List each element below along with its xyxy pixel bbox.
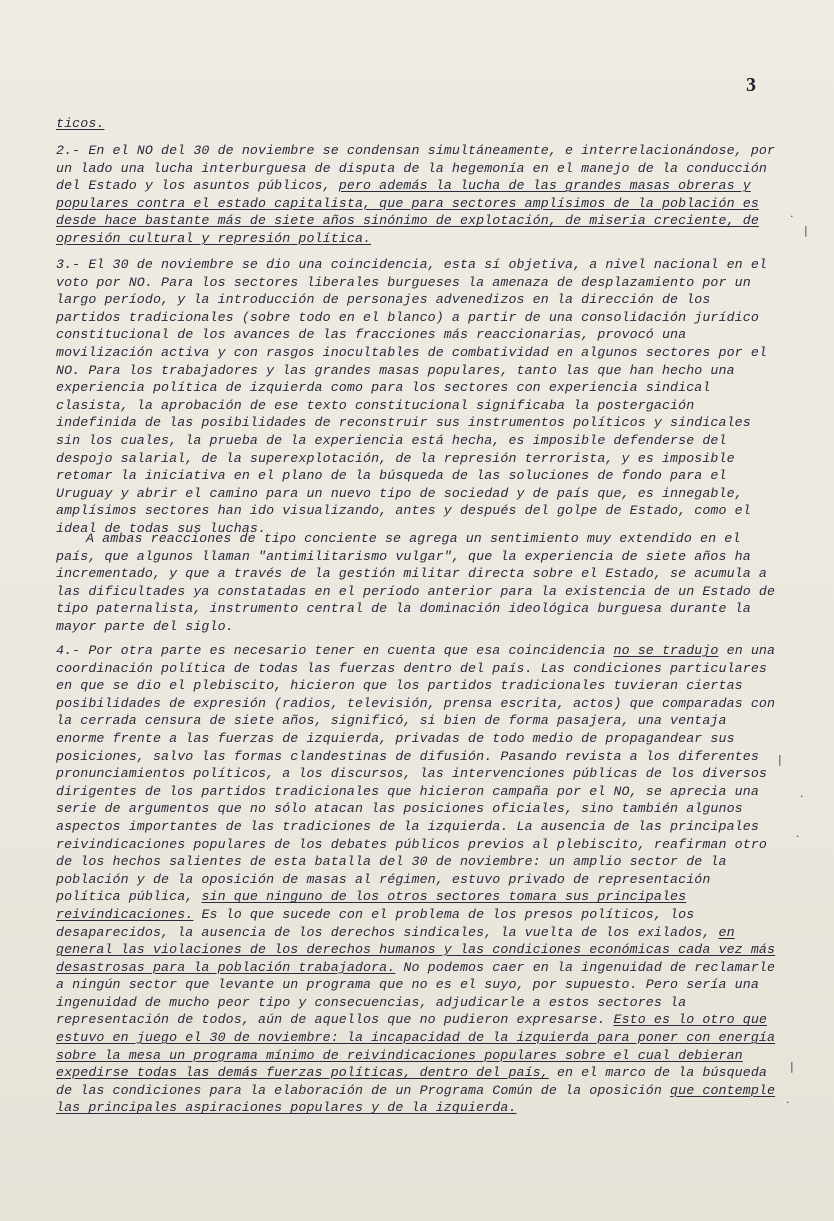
margin-tick-mark: · (800, 790, 804, 803)
p4-h: Esto es lo otro que estuvo en juego el 30 de noviembre: la incapacidad de la izquierda para poner con energía sobre la mesa un programa mínimo de reivindicaciones populares sobre el cual debieran expedirse todas las demás fuerzas políticas, dentro del país, (56, 1012, 776, 1081)
margin-tick-mark: | (804, 224, 808, 237)
p4-j: que contemple las principales aspiraciones populares y de la izquierda. (56, 1082, 776, 1116)
p4-c: en una coordinación política de todas las fuerzas dentro del país. Las condiciones particulares en que se dio el plebiscito, hicieron que los partidos tradicionales tuvieran ciertas posibilidades de expresión (radios, televisión, prensa escrita, actos) que comparadas con la cerrada censura de siete años, significó, si bien de forma pasajera, una ventaja enorme frente a las fuerzas de izquierda, privadas de todo medio de propagandear sus posiciones, salvo las formas clandestinas de difusión. Pasando revista a los diferentes pronunciamientos políticos, a los discursos, las intervenciones públicas de los diversos dirigentes de los partidos tradicionales que hicieron campaña por el NO, se aprecia una serie de argumentos que no sólo atacan las posiciones oficiales, sino también algunos aspectos importantes de las tradiciones de la izquierda. La ausencia de las principales reivindicaciones populares de los debates públicos previos al plebiscito, reafirman otro de los hechos salientes de esta batalla del 30 de noviembre: un amplio sector de la población y de la oposición de masas al régimen, estuvo privado de representación política pública, (56, 643, 776, 905)
page-number: 3 (746, 74, 756, 96)
heading-text: ticos. (56, 116, 105, 131)
p4-e: Es lo que sucede con el problema de los presos políticos, los desaparecidos, la ausencia de los derechos sindicales, la vuelta de los exilados, (56, 906, 719, 940)
continuation-heading (56, 115, 778, 133)
p4-d: sin que ninguno de los otros sectores tomara sus principales reivindicaciones. (56, 889, 687, 922)
paragraph-3 (56, 256, 778, 538)
p4-g: No podemos caer en la ingenuidad de reclamarle a ningún sector que levante un programa que no es el suyo, por supuesto. Pero sería una ingenuidad de mucho peor tipo y consecuencias, adjudicarle a estos sectores la representación de todos, aún de aquellos que no pudieron expresarse. (56, 959, 776, 1028)
paragraph-3-text: 3.- El 30 de noviembre se dio una coincidencia, esta sí objetiva, a nivel nacional en el voto por NO. Para los sectores liberales burgueses la amenaza de desplazamiento por un largo período, y la introducción de personajes advenedizos en la dirección de los partidos tradicionales (sobre todo en el blanco) a partir de una consolidación jurídico constitucional de los avances de las fracciones más reaccionarias, provocó una movilización activa y con rasgos inocultables de combatividad en algunos sectores por el NO. Para los trabajadores y las grandes masas populares, tanto las que han hecho una experiencia política de izquierda como para los sectores con experiencia sindical clasista, la aprobación de ese texto constitucional significaba la postergación indefinida de las posibilidades de reconstruir sus instrumentos políticos y sindicales sin los cuales, la prueba de la experiencia está hecha, es imposible defenderse del despojo salarial, de la superexplotación, de la represión terrorista, y es imposible retomar la iniciativa en el plano de la búsqueda de las soluciones de fondo para el Uruguay y abrir el camino para un nuevo tipo de sociedad y de país que, es innegable, amplísimos sectores han ido visualizando, antes y después del golpe de Estado, como el ideal de todas sus luchas. (56, 257, 767, 536)
p4-f: en general las violaciones de los derechos humanos y las condiciones económicas cada vez más desastrosas para la población trabajadora. (56, 924, 776, 975)
p4-i: en el marco de la búsqueda de las condiciones para la elaboración de un Programa Común de la oposición (56, 1065, 768, 1098)
paragraph-2-text-a: 2.- En el NO del 30 de noviembre se condensan simultáneamente, e interrelacionándose, por un lado una lucha interburguesa de disputa de la hegemonía en el manejo de la conducción del Estado y los asuntos públicos, (56, 143, 776, 194)
paragraph-3b-text: A ambas reacciones de tipo conciente se agrega un sentimiento muy extendido en el país, que algunos llaman "antimilitarismo vulgar", que la experiencia de siete años ha incrementado, y que a través de la gestión militar directa sobre el Estado, se acumula a las dificultades ya constatadas en el período anterior para la existencia de un Estado de tipo paternalista, instrumento central de la dominación ideológica burguesa durante la mayor parte del siglo. (56, 531, 776, 634)
p4-a: 4.- Por otra parte es necesario tener en cuenta que esa coincidencia (56, 643, 614, 658)
margin-tick-mark: · (786, 1096, 790, 1109)
paragraph-4 (56, 642, 778, 1117)
margin-tick-mark: · (796, 830, 800, 843)
margin-tick-mark: | (778, 753, 782, 766)
margin-tick-mark: | (790, 1060, 794, 1073)
margin-tick-mark: · (790, 210, 794, 223)
p4-b: no se tradujo (613, 643, 719, 658)
paragraph-3b (56, 530, 778, 636)
paragraph-2 (56, 142, 778, 248)
paragraph-2-underlined: pero además la lucha de las grandes masas obreras y populares contra el estado capitalista, que para sectores amplísimos de la población es desde hace bastante más de siete años sinónimo de explotación, de miseria creciente, de opresión cultural y represión política. (56, 178, 759, 246)
